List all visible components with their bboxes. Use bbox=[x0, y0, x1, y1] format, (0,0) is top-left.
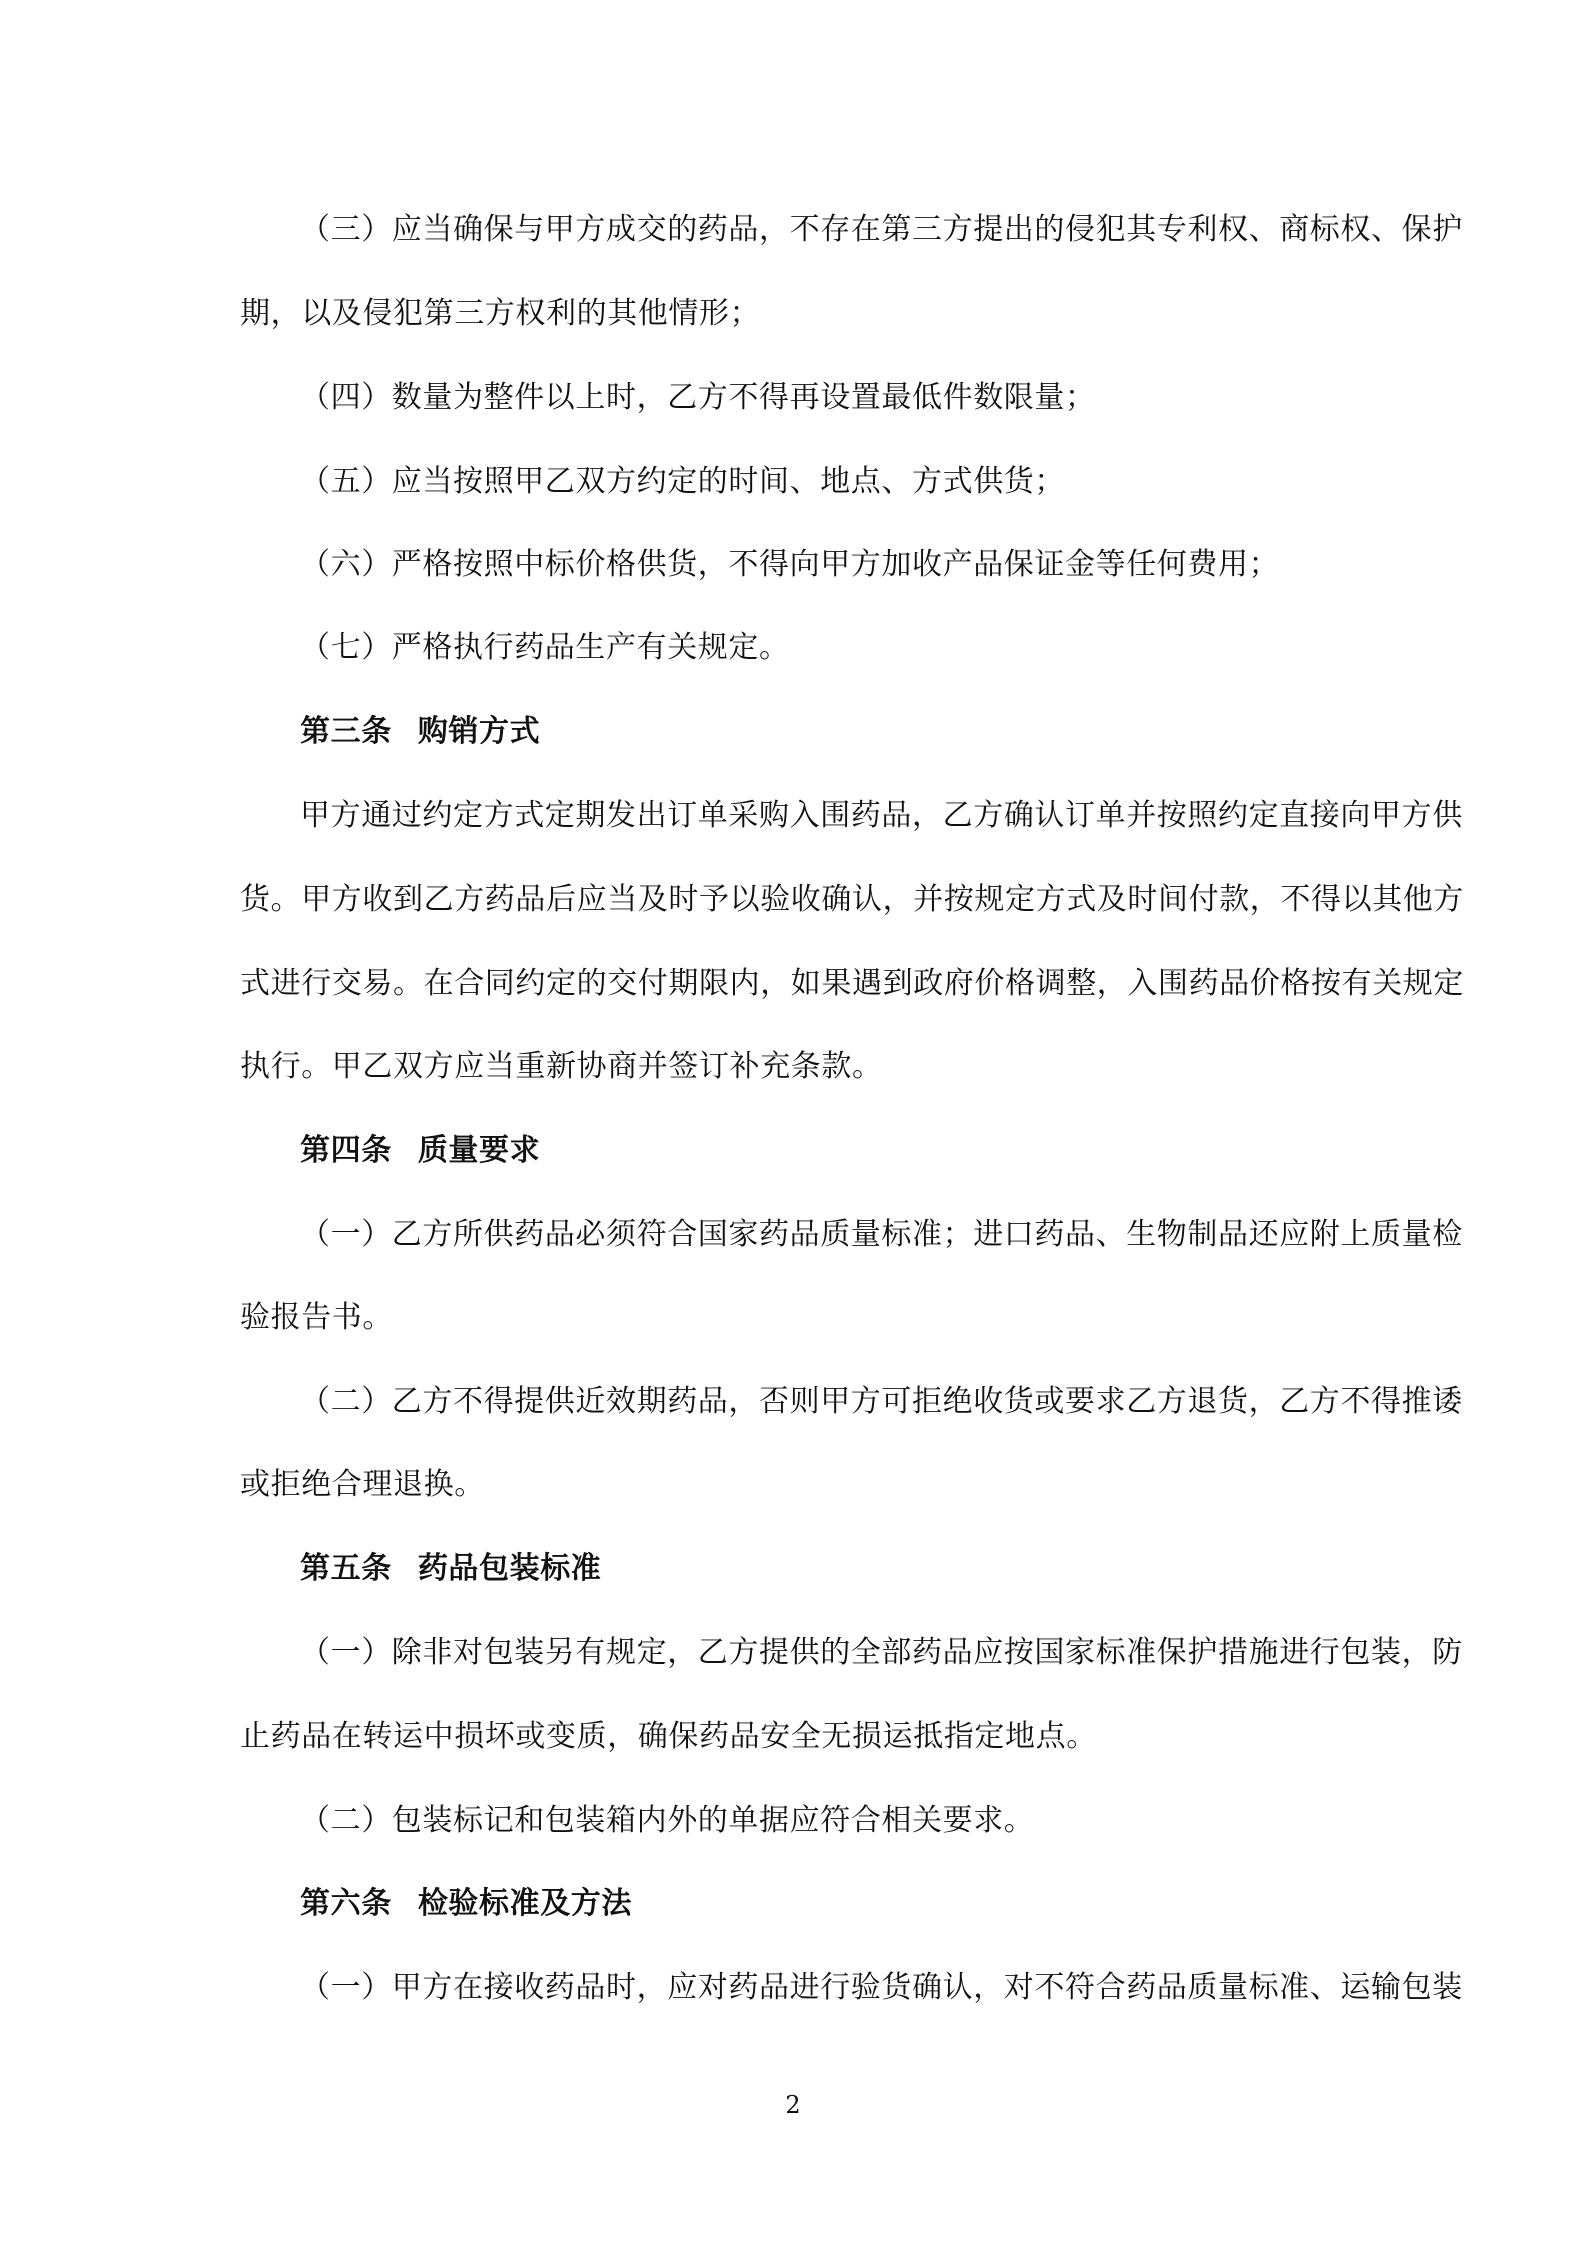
paragraph-line: （一）除非对包装另有规定，乙方提供的全部药品应按国家标准保护措施进行包装，防 bbox=[300, 1635, 1463, 1670]
paragraph-line: （二）乙方不得提供近效期药品，否则甲方可拒绝收货或要求乙方退货，乙方不得推诿 bbox=[300, 1384, 1463, 1419]
heading-title: 质量要求 bbox=[417, 1133, 541, 1168]
paragraph-line: 或拒绝合理退换。 bbox=[240, 1467, 485, 1502]
paragraph-line: 验报告书。 bbox=[240, 1300, 393, 1335]
paragraph-line: 货。甲方收到乙方药品后应当及时予以验收确认，并按规定方式及时间付款，不得以其他方 bbox=[240, 882, 1464, 917]
page-number: 2 bbox=[785, 2091, 801, 2119]
heading-title: 购销方式 bbox=[417, 714, 541, 749]
paragraph-line: （一）乙方所供药品必须符合国家药品质量标准；进口药品、生物制品还应附上质量检 bbox=[300, 1217, 1463, 1252]
paragraph-line: 期，以及侵犯第三方权利的其他情形； bbox=[240, 296, 761, 331]
section-heading bbox=[300, 1131, 1350, 1171]
heading-number: 第六条 bbox=[300, 1886, 392, 1921]
paragraph-line: 执行。甲乙双方应当重新协商并签订补充条款。 bbox=[240, 1049, 883, 1084]
paragraph-line: （六）严格按照中标价格供货，不得向甲方加收产品保证金等任何费用； bbox=[300, 547, 1280, 582]
paragraph-line: 止药品在转运中损坏或变质，确保药品安全无损运抵指定地点。 bbox=[240, 1719, 1097, 1754]
paragraph-line: 甲方通过约定方式定期发出订单采购入围药品，乙方确认订单并按照约定直接向甲方供 bbox=[300, 798, 1463, 833]
paragraph-line: （三）应当确保与甲方成交的药品，不存在第三方提出的侵犯其专利权、商标权、保护 bbox=[300, 212, 1463, 247]
heading-title: 检验标准及方法 bbox=[417, 1886, 633, 1921]
section-heading bbox=[300, 1549, 1350, 1589]
paragraph-line: 式进行交易。在合同约定的交付期限内，如果遇到政府价格调整，入围药品价格按有关规定 bbox=[240, 966, 1464, 1001]
heading-title: 药品包装标准 bbox=[417, 1551, 602, 1586]
paragraph-line: （一）甲方在接收药品时，应对药品进行验货确认，对不符合药品质量标准、运输包装 bbox=[300, 1970, 1463, 2005]
paragraph-line: （四）数量为整件以上时，乙方不得再设置最低件数限量； bbox=[300, 380, 1096, 415]
section-heading bbox=[300, 1884, 1350, 1924]
paragraph-line: （二）包装标记和包装箱内外的单据应符合相关要求。 bbox=[300, 1803, 1035, 1838]
paragraph-line: （七）严格执行药品生产有关规定。 bbox=[300, 630, 790, 665]
heading-number: 第四条 bbox=[300, 1133, 392, 1168]
heading-number: 第五条 bbox=[300, 1551, 392, 1586]
paragraph-line: （五）应当按照甲乙双方约定的时间、地点、方式供货； bbox=[300, 464, 1065, 499]
heading-number: 第三条 bbox=[300, 714, 392, 749]
section-heading bbox=[300, 712, 1350, 752]
